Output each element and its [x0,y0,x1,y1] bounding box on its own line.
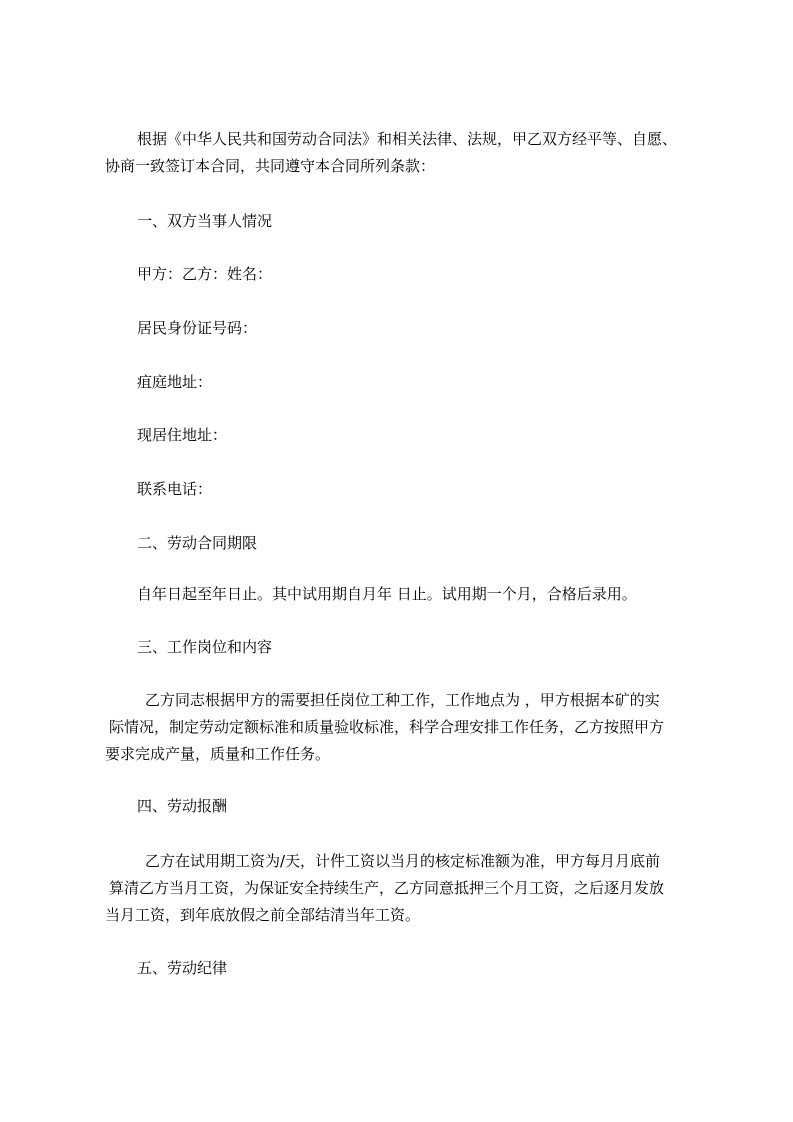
section-heading-parties: 一、双方当事人情况 [137,212,273,230]
id-number-line: 居民身份证号码： [137,319,258,337]
pay-line-3: 当月工资，到年底放假之前全部结清当年工资。 [105,906,421,924]
section-heading-term: 二、劳动合同期限 [137,534,258,552]
intro-line-1: 根据《中华人民共和国劳动合同法》和相关法律、法规，甲乙双方经平等、自愿、 [137,130,678,148]
section-heading-position: 三、工作岗位和内容 [137,638,273,656]
pay-line-2: 算清乙方当月工资，为保证安全持续生产，乙方同意抵押三个月工资，之后逐月发放 [109,879,665,897]
position-line-2: 际情况，制定劳动定额标准和质量验收标准，科学合理安排工作任务，乙方按照甲方 [109,718,665,736]
party-names-line: 甲方：乙方：姓名： [137,265,273,283]
current-address-line: 现居住地址： [137,426,228,444]
section-heading-discipline: 五、劳动纪律 [137,959,228,977]
position-line-1: 乙方同志根据甲方的需要担任岗位工种工作，工作地点为 ，甲方根据本矿的实 [145,691,660,709]
section-heading-pay: 四、劳动报酬 [137,797,228,815]
term-body: 自年日起至年日止。其中试用期自月年 日止。试用期一个月，合格后录用。 [137,585,637,603]
intro-line-2: 协商一致签订本合同，共同遵守本合同所列条款： [105,157,436,175]
home-address-line: 疽庭地址： [137,373,213,391]
phone-line: 联系电话： [137,480,213,498]
position-line-3: 要求完成产量，质量和工作任务。 [105,745,331,763]
pay-line-1: 乙方在试用期工资为/天，计件工资以当月的核定标准额为准，甲方每月月底前 [145,852,661,870]
